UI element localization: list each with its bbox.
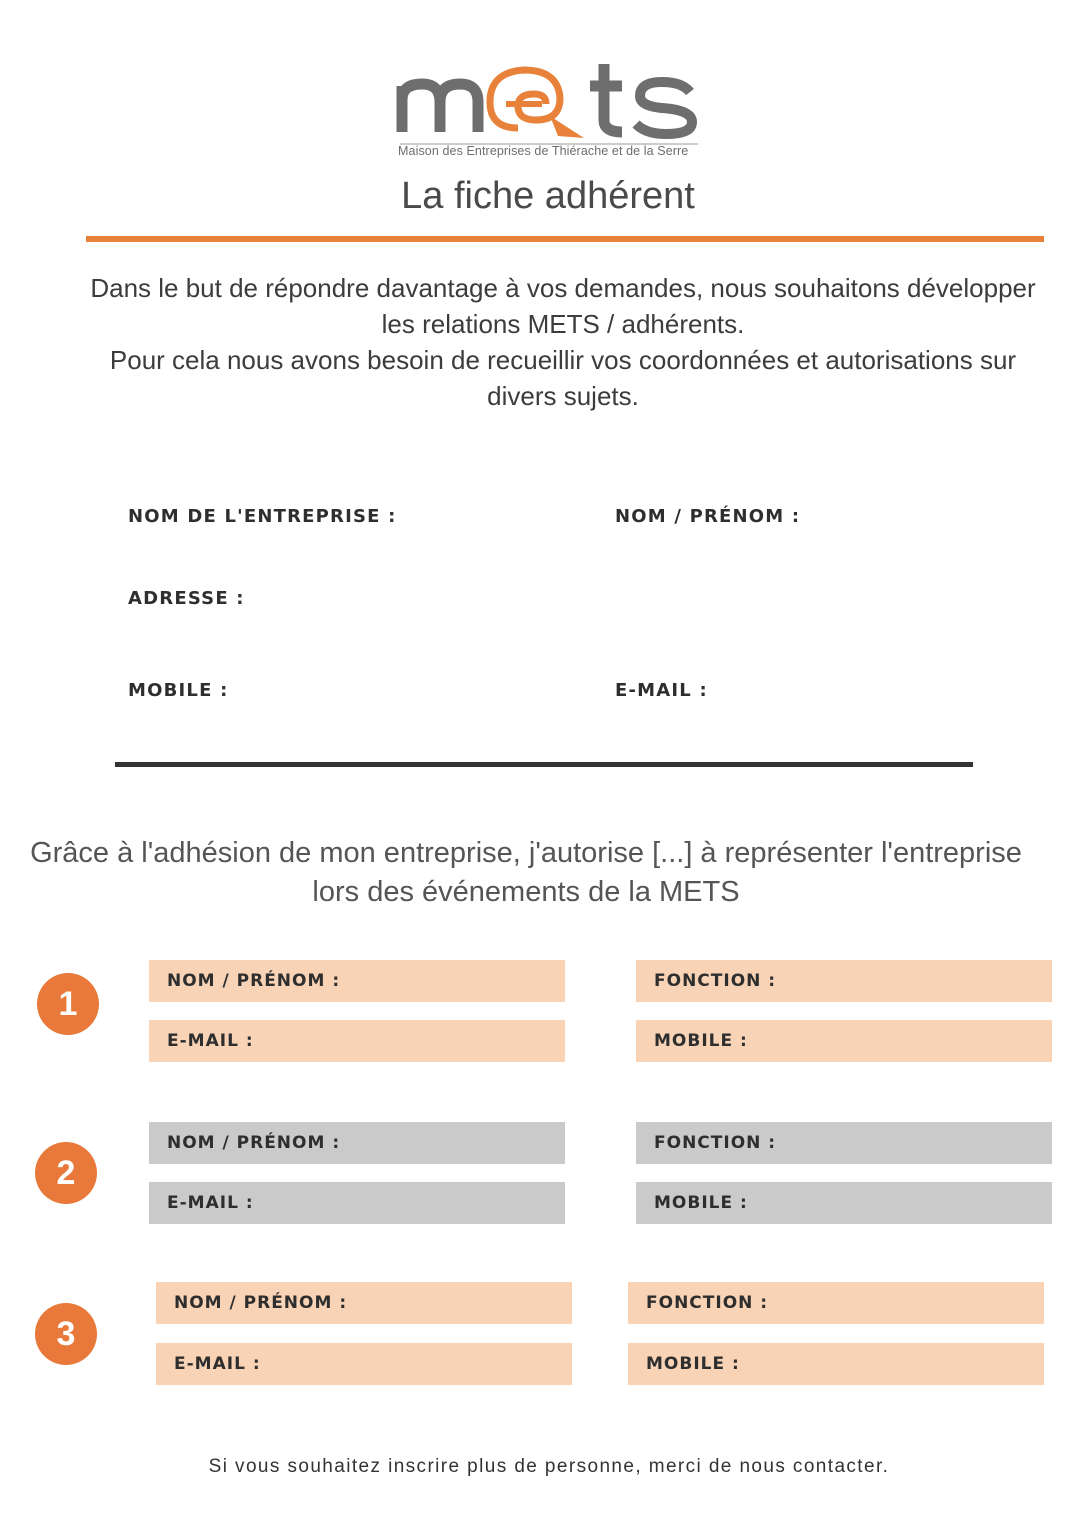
company-name-label: NOM DE L'ENTREPRISE : <box>128 506 397 527</box>
authorization-line: lors des événements de la METS <box>312 876 740 908</box>
intro-line: Dans le but de répondre davantage à vos demandes, nous souhaitons développer <box>90 273 1036 303</box>
rep2-mobile-field[interactable]: MOBILE : <box>636 1182 1052 1224</box>
rep2-function-field[interactable]: FONCTION : <box>636 1122 1052 1164</box>
intro-line: divers sujets. <box>487 381 639 411</box>
page-title: La fiche adhérent <box>401 175 695 217</box>
full-name-label: NOM / PRÉNOM : <box>615 506 801 527</box>
rep1-email-field[interactable]: E-MAIL : <box>149 1020 565 1062</box>
rep3-function-field[interactable]: FONCTION : <box>628 1282 1044 1324</box>
address-label: ADRESSE : <box>128 588 245 609</box>
number-badge-2: 2 <box>35 1142 97 1204</box>
authorization-line: Grâce à l'adhésion de mon entreprise, j'autorise [...] à représenter l'entreprise <box>30 837 1022 869</box>
rep1-function-field[interactable]: FONCTION : <box>636 960 1052 1002</box>
intro-line: Pour cela nous avons besoin de recueillir vos coordonnées et autorisations sur <box>109 345 1017 375</box>
number-badge-1: 1 <box>37 973 99 1035</box>
number-badge-3: 3 <box>35 1303 97 1365</box>
rep1-name-field[interactable]: NOM / PRÉNOM : <box>149 960 565 1002</box>
email-label: E-MAIL : <box>615 680 708 701</box>
rep1-mobile-field[interactable]: MOBILE : <box>636 1020 1052 1062</box>
mobile-label: MOBILE : <box>128 680 229 701</box>
footer-note: Si vous souhaitez inscrire plus de personne, merci de nous contacter. <box>208 1456 890 1477</box>
logo-subtitle: Maison des Entreprises de Thiérache et de la Serre <box>398 144 689 158</box>
orange-divider <box>86 236 1044 242</box>
rep3-name-field[interactable]: NOM / PRÉNOM : <box>156 1282 572 1324</box>
rep3-email-field[interactable]: E-MAIL : <box>156 1343 572 1385</box>
dark-divider <box>115 762 973 767</box>
intro-line: les relations METS / adhérents. <box>381 309 745 339</box>
rep3-mobile-field[interactable]: MOBILE : <box>628 1343 1044 1385</box>
intro-paragraph <box>60 270 1066 414</box>
authorization-statement <box>0 834 1052 912</box>
rep2-email-field[interactable]: E-MAIL : <box>149 1182 565 1224</box>
rep2-name-field[interactable]: NOM / PRÉNOM : <box>149 1122 565 1164</box>
